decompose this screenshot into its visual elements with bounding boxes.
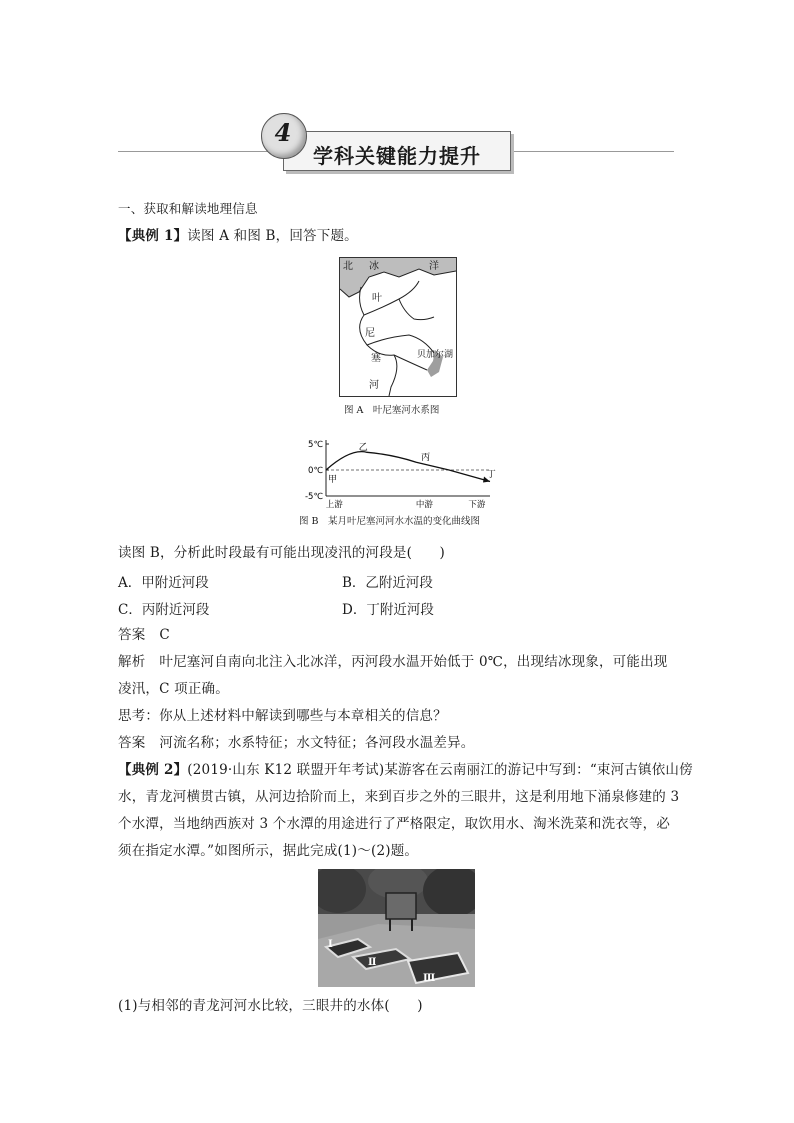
chart-b-caption: 图 B 某月叶尼塞河河水水温的变化曲线图 <box>299 516 481 527</box>
analysis-line-1 <box>118 652 668 672</box>
option-a: A．甲附近河段 <box>118 575 209 591</box>
option-b: B．乙附近河段 <box>342 575 433 591</box>
point-label: 丙 <box>421 452 431 463</box>
answer2-label: 答案 <box>118 735 146 751</box>
map-label-sai: 塞 <box>371 353 381 364</box>
chart-b <box>298 436 498 510</box>
point-label: 乙 <box>358 442 368 453</box>
example2-tag: 【典例 2】 <box>118 762 188 778</box>
header-rule-right <box>510 151 674 152</box>
header-rule-left <box>118 151 278 152</box>
answer-line <box>118 625 170 645</box>
y-tick-label: 0℃ <box>308 466 323 476</box>
x-tick-label: 上游 <box>325 500 343 510</box>
analysis-label: 解析 <box>118 654 146 670</box>
think-line: 思考：你从上述材料中解读到哪些与本章相关的信息？ <box>118 708 447 724</box>
x-tick-label: 下游 <box>468 500 486 510</box>
answer2-value: 河流名称；水系特征；水文特征；各河段水温差异。 <box>159 735 475 751</box>
answer-label: 答案 <box>118 627 146 643</box>
header-title: 学科关键能力提升 <box>313 144 481 168</box>
photo-label-i: Ⅰ <box>328 939 333 950</box>
photo-label-iii: Ⅲ <box>423 973 436 984</box>
photo-label-ii: Ⅱ <box>368 957 377 968</box>
y-tick-label: 5℃ <box>308 440 323 450</box>
example1-tag: 【典例 1】 <box>118 228 188 244</box>
x-tick-label: 中游 <box>415 500 433 510</box>
answer2-line <box>118 733 475 753</box>
header-number: 4 <box>274 118 292 147</box>
map-a <box>339 257 457 397</box>
point-label: 甲 <box>328 475 338 485</box>
three-wells-photo <box>318 869 475 987</box>
map-a-caption: 图 A 叶尼塞河水系图 <box>344 405 440 416</box>
example2-line-3: 个水潭，当地纳西族对 3 个水潭的用途进行了严格限定，取饮用水、淘米洗菜和洗衣等，必 <box>118 816 671 832</box>
temperature-curve <box>326 452 490 482</box>
signboard <box>386 893 416 919</box>
example2-line-1 <box>118 760 693 780</box>
map-label-baikal: 贝加尔湖 <box>417 350 454 360</box>
example2-text-1: (2019·山东 K12 联盟开年考试)某游客在云南丽江的游记中写到：“束河古镇依山傍 <box>187 762 693 778</box>
example2-line-4: 须在指定水潭。”如图所示，据此完成(1)～(2)题。 <box>118 843 419 859</box>
map-label-bei: 北 <box>343 261 353 272</box>
example2-question-1: (1)与相邻的青龙河河水比较，三眼井的水体( ) <box>118 998 423 1014</box>
map-label-he: 河 <box>369 380 379 391</box>
example1-question: 读图 B，分析此时段最有可能出现凌汛的河段是( ) <box>118 545 445 561</box>
map-label-ye: 叶 <box>372 293 382 304</box>
example1-prompt-line <box>118 226 358 246</box>
example2-line-2: 水，青龙河横贯古镇，从河边拾阶而上，来到百步之外的三眼井，这是利用地下涌泉修建的 3 <box>118 789 680 805</box>
point-label: 丁 <box>486 469 496 480</box>
answer-value: C <box>159 627 170 643</box>
analysis-text-1: 叶尼塞河自南向北注入北冰洋，丙河段水温开始低于 0℃，出现结冰现象，可能出现 <box>159 654 668 670</box>
analysis-line-2: 凌汛，C 项正确。 <box>118 681 229 697</box>
map-label-yang: 洋 <box>429 261 439 272</box>
map-label-ni: 尼 <box>365 328 375 339</box>
option-c: C．丙附近河段 <box>118 602 210 618</box>
example1-prompt: 读图 A 和图 B，回答下题。 <box>187 228 358 244</box>
map-label-bing: 冰 <box>369 261 379 272</box>
y-tick-label: -5℃ <box>304 492 323 502</box>
section-heading: 一、获取和解读地理信息 <box>118 201 258 216</box>
option-d: D．丁附近河段 <box>342 602 434 618</box>
